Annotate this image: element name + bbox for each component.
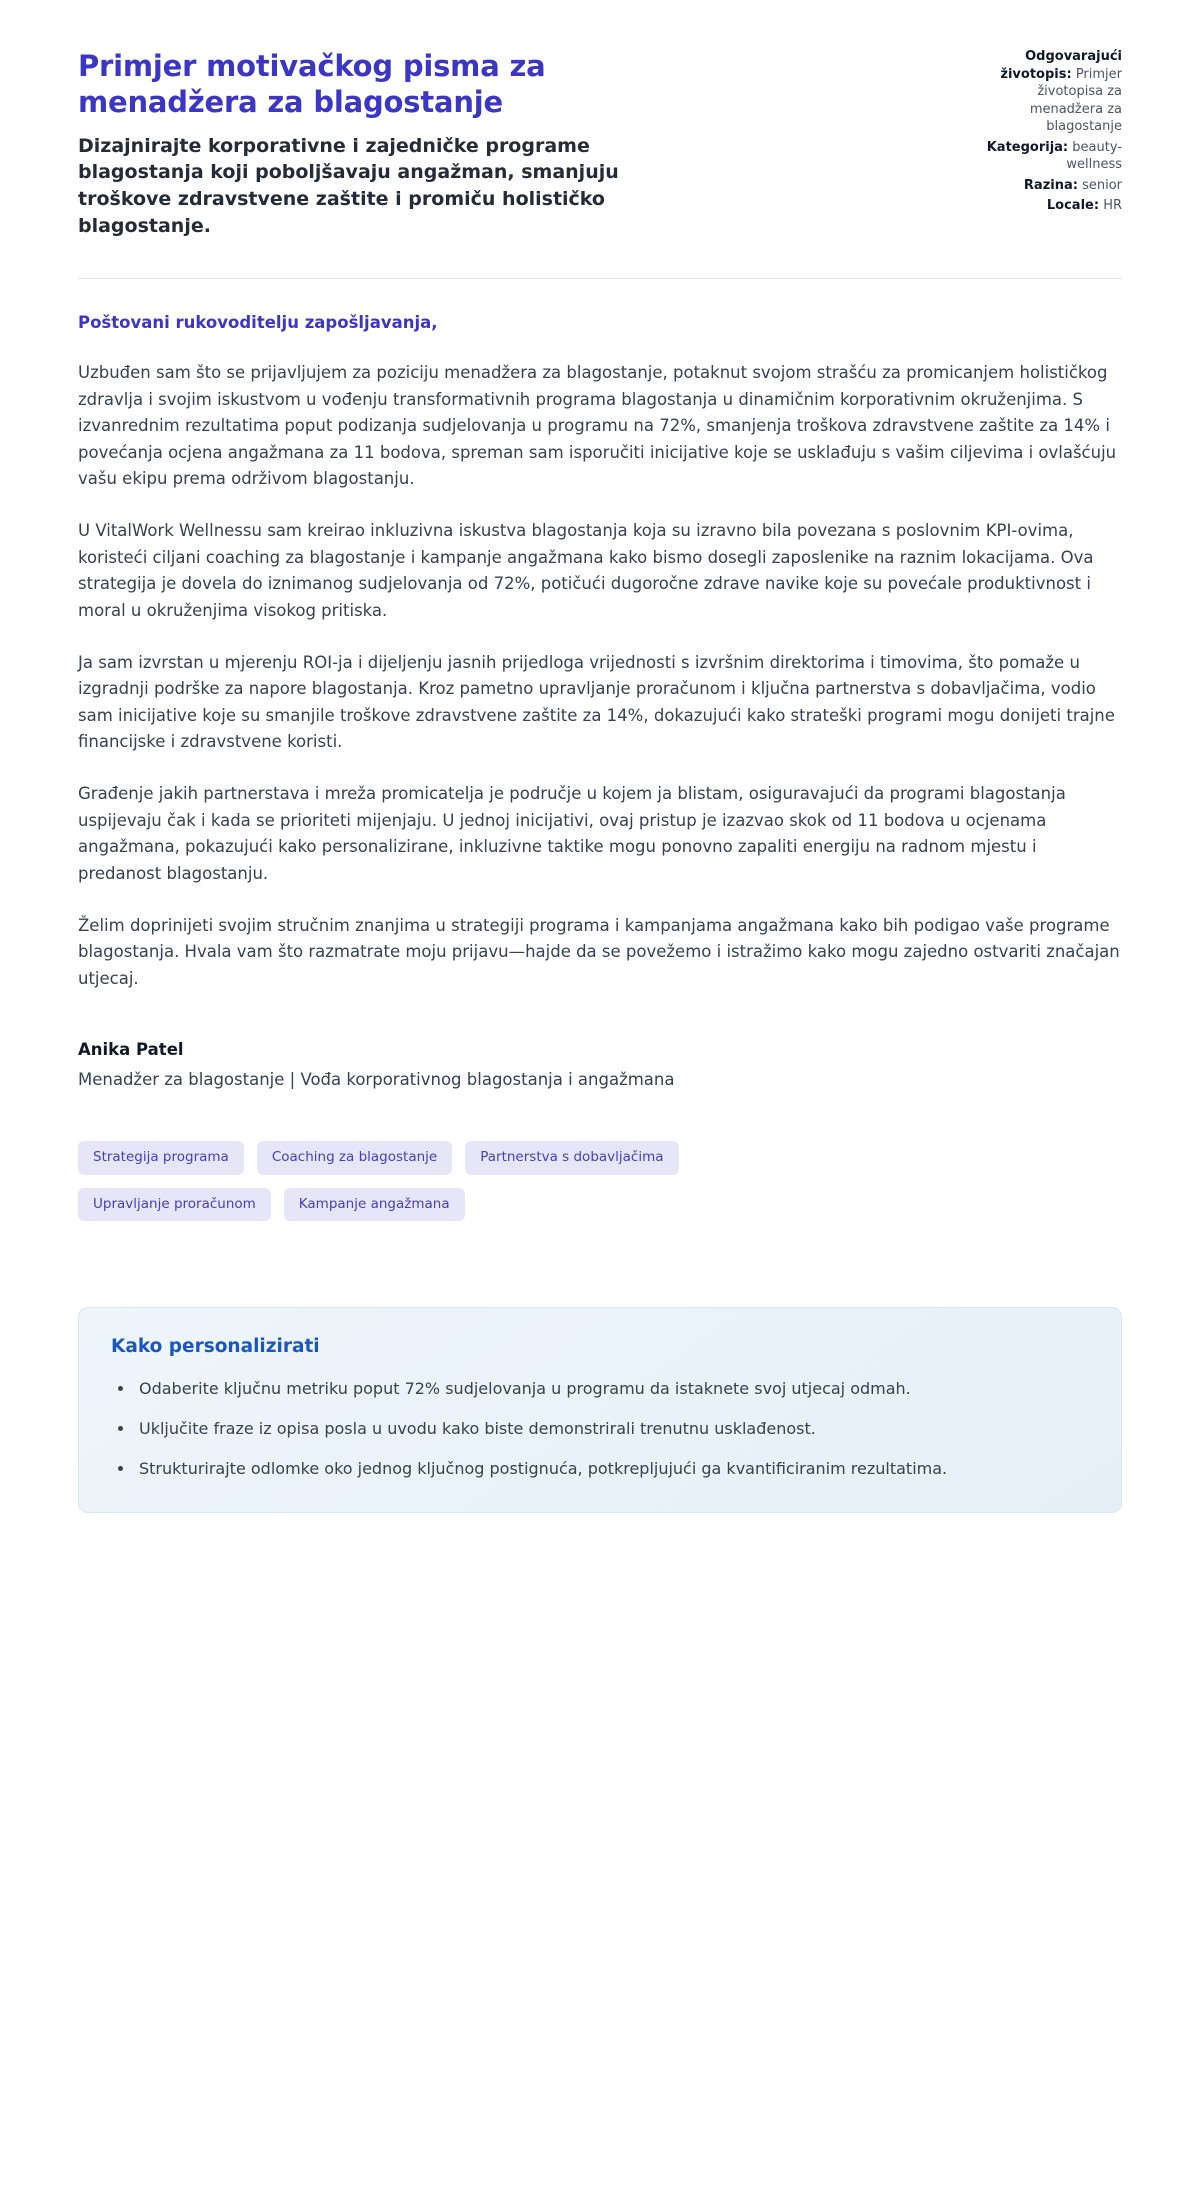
tips-list bbox=[111, 1377, 1089, 1481]
letter-greeting: Poštovani rukovoditelju zapošljavanja, bbox=[78, 313, 438, 333]
meta-value: HR bbox=[1103, 198, 1122, 214]
tip-item: • Uključite fraze iz opisa posla u uvodu kako biste demonstrirali trenutnu usklađenost. bbox=[135, 1417, 1089, 1442]
tag-chip: Coaching za blagostanje bbox=[257, 1141, 452, 1175]
header-divider bbox=[78, 278, 1122, 279]
signature-name: Anika Patel bbox=[78, 1040, 184, 1060]
meta-label: Locale: bbox=[1046, 198, 1100, 214]
tip-item: • Odaberite ključnu metriku poput 72% sudjelovanja u programu da istaknete svoj utjecaj odmah. bbox=[135, 1377, 1089, 1402]
tip-item: • Strukturirajte odlomke oko jednog ključnog postignuća, potkrepljujući ga kvantificiranim rezultatima. bbox=[135, 1457, 1089, 1482]
tag-chip: Upravljanje proračunom bbox=[78, 1188, 271, 1222]
meta-level bbox=[960, 177, 1122, 195]
meta-panel bbox=[960, 48, 1122, 218]
tag-chip: Kampanje angažmana bbox=[284, 1188, 465, 1222]
meta-value: senior bbox=[1082, 177, 1122, 193]
skill-tags bbox=[78, 1141, 848, 1221]
letter-paragraph: Građenje jakih partnerstava i mreža promicatelja je područje u kojem ja blistam, osiguravajući da programi blagostanja uspijevaju čak i kada se prioriteti mijenjaju. U jednoj inicijativi, ovaj pristup je izazvao skok od 11 bodova u ocjenama angažmana, pokazujući kako personalizirane, inkluzivne taktike mogu ponovno zapaliti energiju na radnom mjestu i predanost blagostanju. bbox=[78, 784, 1066, 883]
cover-letter bbox=[78, 313, 1122, 1089]
letter-paragraph: U VitalWork Wellnessu sam kreirao inkluzivna iskustva blagostanja koja su izravno bila povezana s poslovnim KPI-ovima, koristeći ciljani coaching za blagostanje i kampanje angažmana kako bismo dosegli zaposlenike na raznim lokacijama. Ova strategija je dovela do iznimanog sudjelovanja od 72%, potičući dugoročne zdrave navike koje su povećale produktivnost i moral u okruženjima visokog pritiska. bbox=[78, 521, 1094, 620]
meta-label: Razina: bbox=[1023, 177, 1078, 193]
tips-title: Kako personalizirati bbox=[111, 1336, 320, 1358]
meta-value: Primjer životopisa za menadžera za blagostanje bbox=[1029, 66, 1122, 135]
meta-value: beauty-wellness bbox=[1066, 139, 1122, 173]
personalization-tips-panel bbox=[78, 1307, 1122, 1512]
tag-chip: Partnerstva s dobavljačima bbox=[465, 1141, 678, 1175]
page-title: Primjer motivačkog pisma za menadžera za blagostanje bbox=[78, 49, 546, 120]
letter-paragraph: Želim doprinijeti svojim stručnim znanjima u strategiji programa i kampanjama angažmana kako bih podigao vaše programe blagostanja. Hvala vam što razmatrate moju prijavu—hajde da se povežemo i istražimo kako mogu zajedno ostvariti značajan utjecaj. bbox=[78, 916, 1120, 988]
letter-paragraph: Ja sam izvrstan u mjerenju ROI-ja i dijeljenju jasnih prijedloga vrijednosti s izvršnim direktorima i timovima, što pomaže u izgradnji podrške za napore blagostanja. Kroz pametno upravljanje proračunom i ključna partnerstva s dobavljačima, vodio sam inicijative koje su smanjile troškove zdravstvene zaštite za 14%, dokazujući kako strateški programi mogu donijeti trajne financijske i zdravstvene koristi. bbox=[78, 652, 1115, 752]
signature-title: Menadžer za blagostanje | Vođa korporativnog blagostanja i angažmana bbox=[78, 1070, 675, 1090]
meta-label: Odgovarajući životopis: bbox=[1000, 49, 1122, 82]
meta-label: Kategorija: bbox=[986, 139, 1069, 155]
meta-category bbox=[960, 139, 1122, 174]
meta-locale bbox=[960, 197, 1122, 215]
meta-matching-resume bbox=[960, 48, 1122, 136]
signature-block bbox=[78, 1040, 1122, 1089]
header bbox=[78, 48, 1122, 240]
letter-paragraph: Uzbuđen sam što se prijavljujem za poziciju menadžera za blagostanje, potaknut svojom strašću za promicanjem holističkog zdravlja i svojim iskustvom u vođenju transformativnih programa blagostanja u dinamičnim korporativnim okruženjima. S izvanrednim rezultatima poput podizanja sudjelovanja u programu na 72%, smanjenja troškova zdravstvene zaštite za 14% i povećanja ocjena angažmana za 11 bodova, spreman sam isporučiti inicijative koje se usklađuju s vašim ciljevima i ovlašćuju vašu ekipu prema održivom blagostanju. bbox=[78, 363, 1117, 488]
header-titles bbox=[78, 48, 653, 240]
page-subtitle: Dizajnirajte korporativne i zajedničke programe blagostanja koji poboljšavaju angažman, smanjuju troškove zdravstvene zaštite i promiču holističko blagostanje. bbox=[78, 134, 619, 238]
tag-chip: Strategija programa bbox=[78, 1141, 244, 1175]
